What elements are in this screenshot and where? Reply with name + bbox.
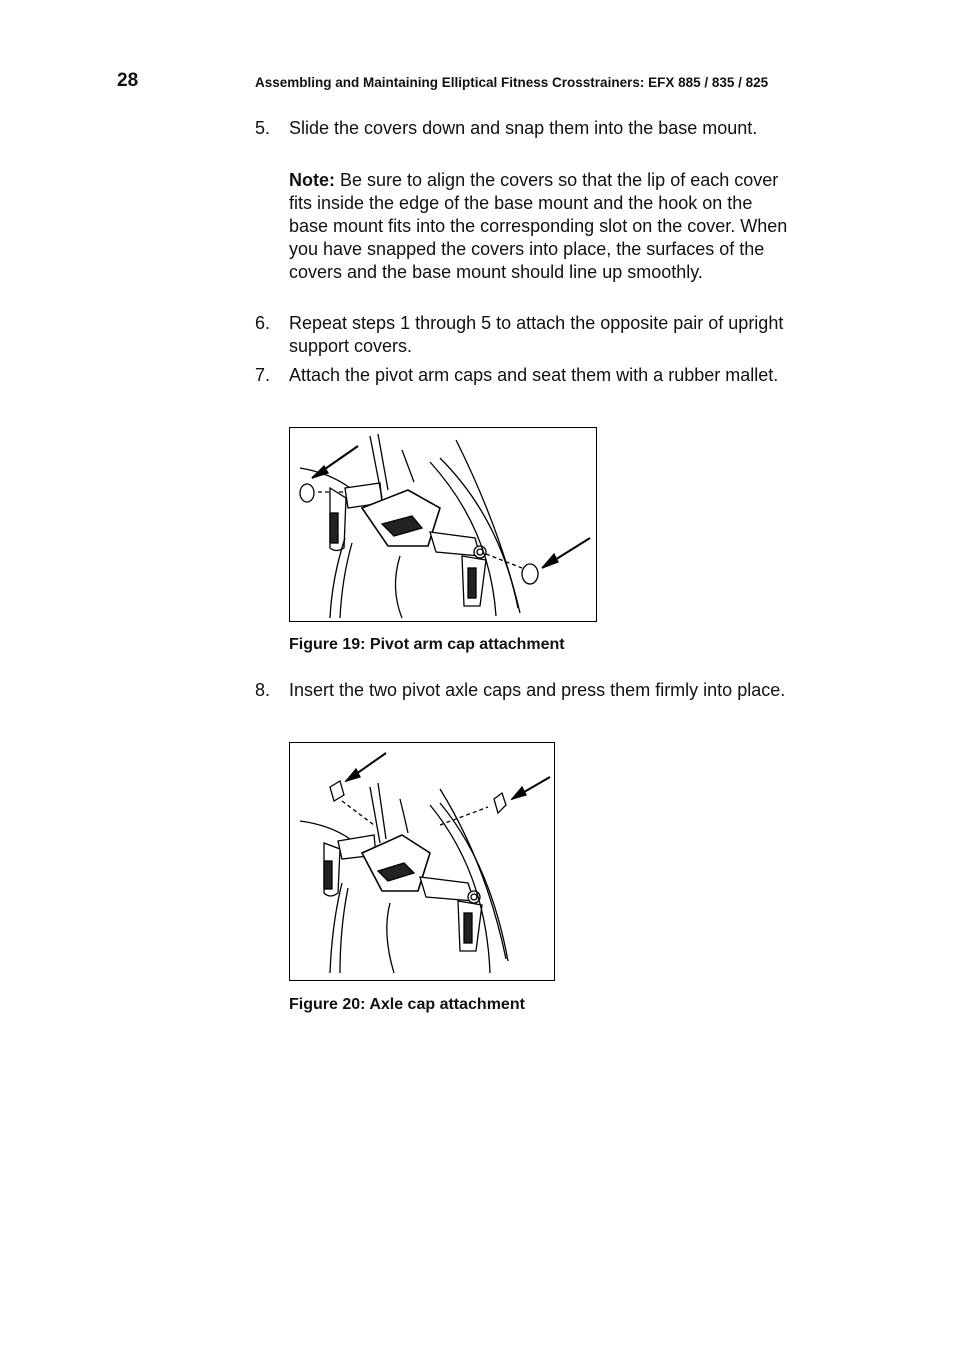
step-text: Attach the pivot arm caps and seat them with a rubber mallet. xyxy=(289,365,779,385)
note xyxy=(289,169,795,284)
step-number: 8. xyxy=(255,680,271,700)
figure-19-pivot-arm-cap-illustration xyxy=(289,427,597,622)
step-text: Slide the covers down and snap them into the base mount. xyxy=(289,118,758,138)
figure-20-axle-cap-illustration xyxy=(289,742,555,981)
running-header: Assembling and Maintaining Elliptical Fitness Crosstrainers: EFX 885 / 835 / 825 xyxy=(255,75,769,90)
step-text: Repeat steps 1 through 5 to attach the opposite pair of upright support covers. xyxy=(289,313,784,356)
step-number: 6. xyxy=(255,313,271,333)
step-number: 7. xyxy=(255,365,271,385)
note-text: Be sure to align the covers so that the lip of each cover fits inside the edge of the base mount and the hook on the base mount fits into the corresponding slot on the cover. When you have snapped the covers into place, the surfaces of the covers and the base mount should line up smoothly. xyxy=(289,170,788,282)
page-number: 28 xyxy=(117,70,139,91)
note-label: Note: xyxy=(289,170,335,190)
step-text: Insert the two pivot axle caps and press them firmly into place. xyxy=(289,680,786,700)
figure-20-caption: Figure 20: Axle cap attachment xyxy=(289,996,525,1013)
figure-19-caption: Figure 19: Pivot arm cap attachment xyxy=(289,636,565,653)
step-number: 5. xyxy=(255,118,271,138)
